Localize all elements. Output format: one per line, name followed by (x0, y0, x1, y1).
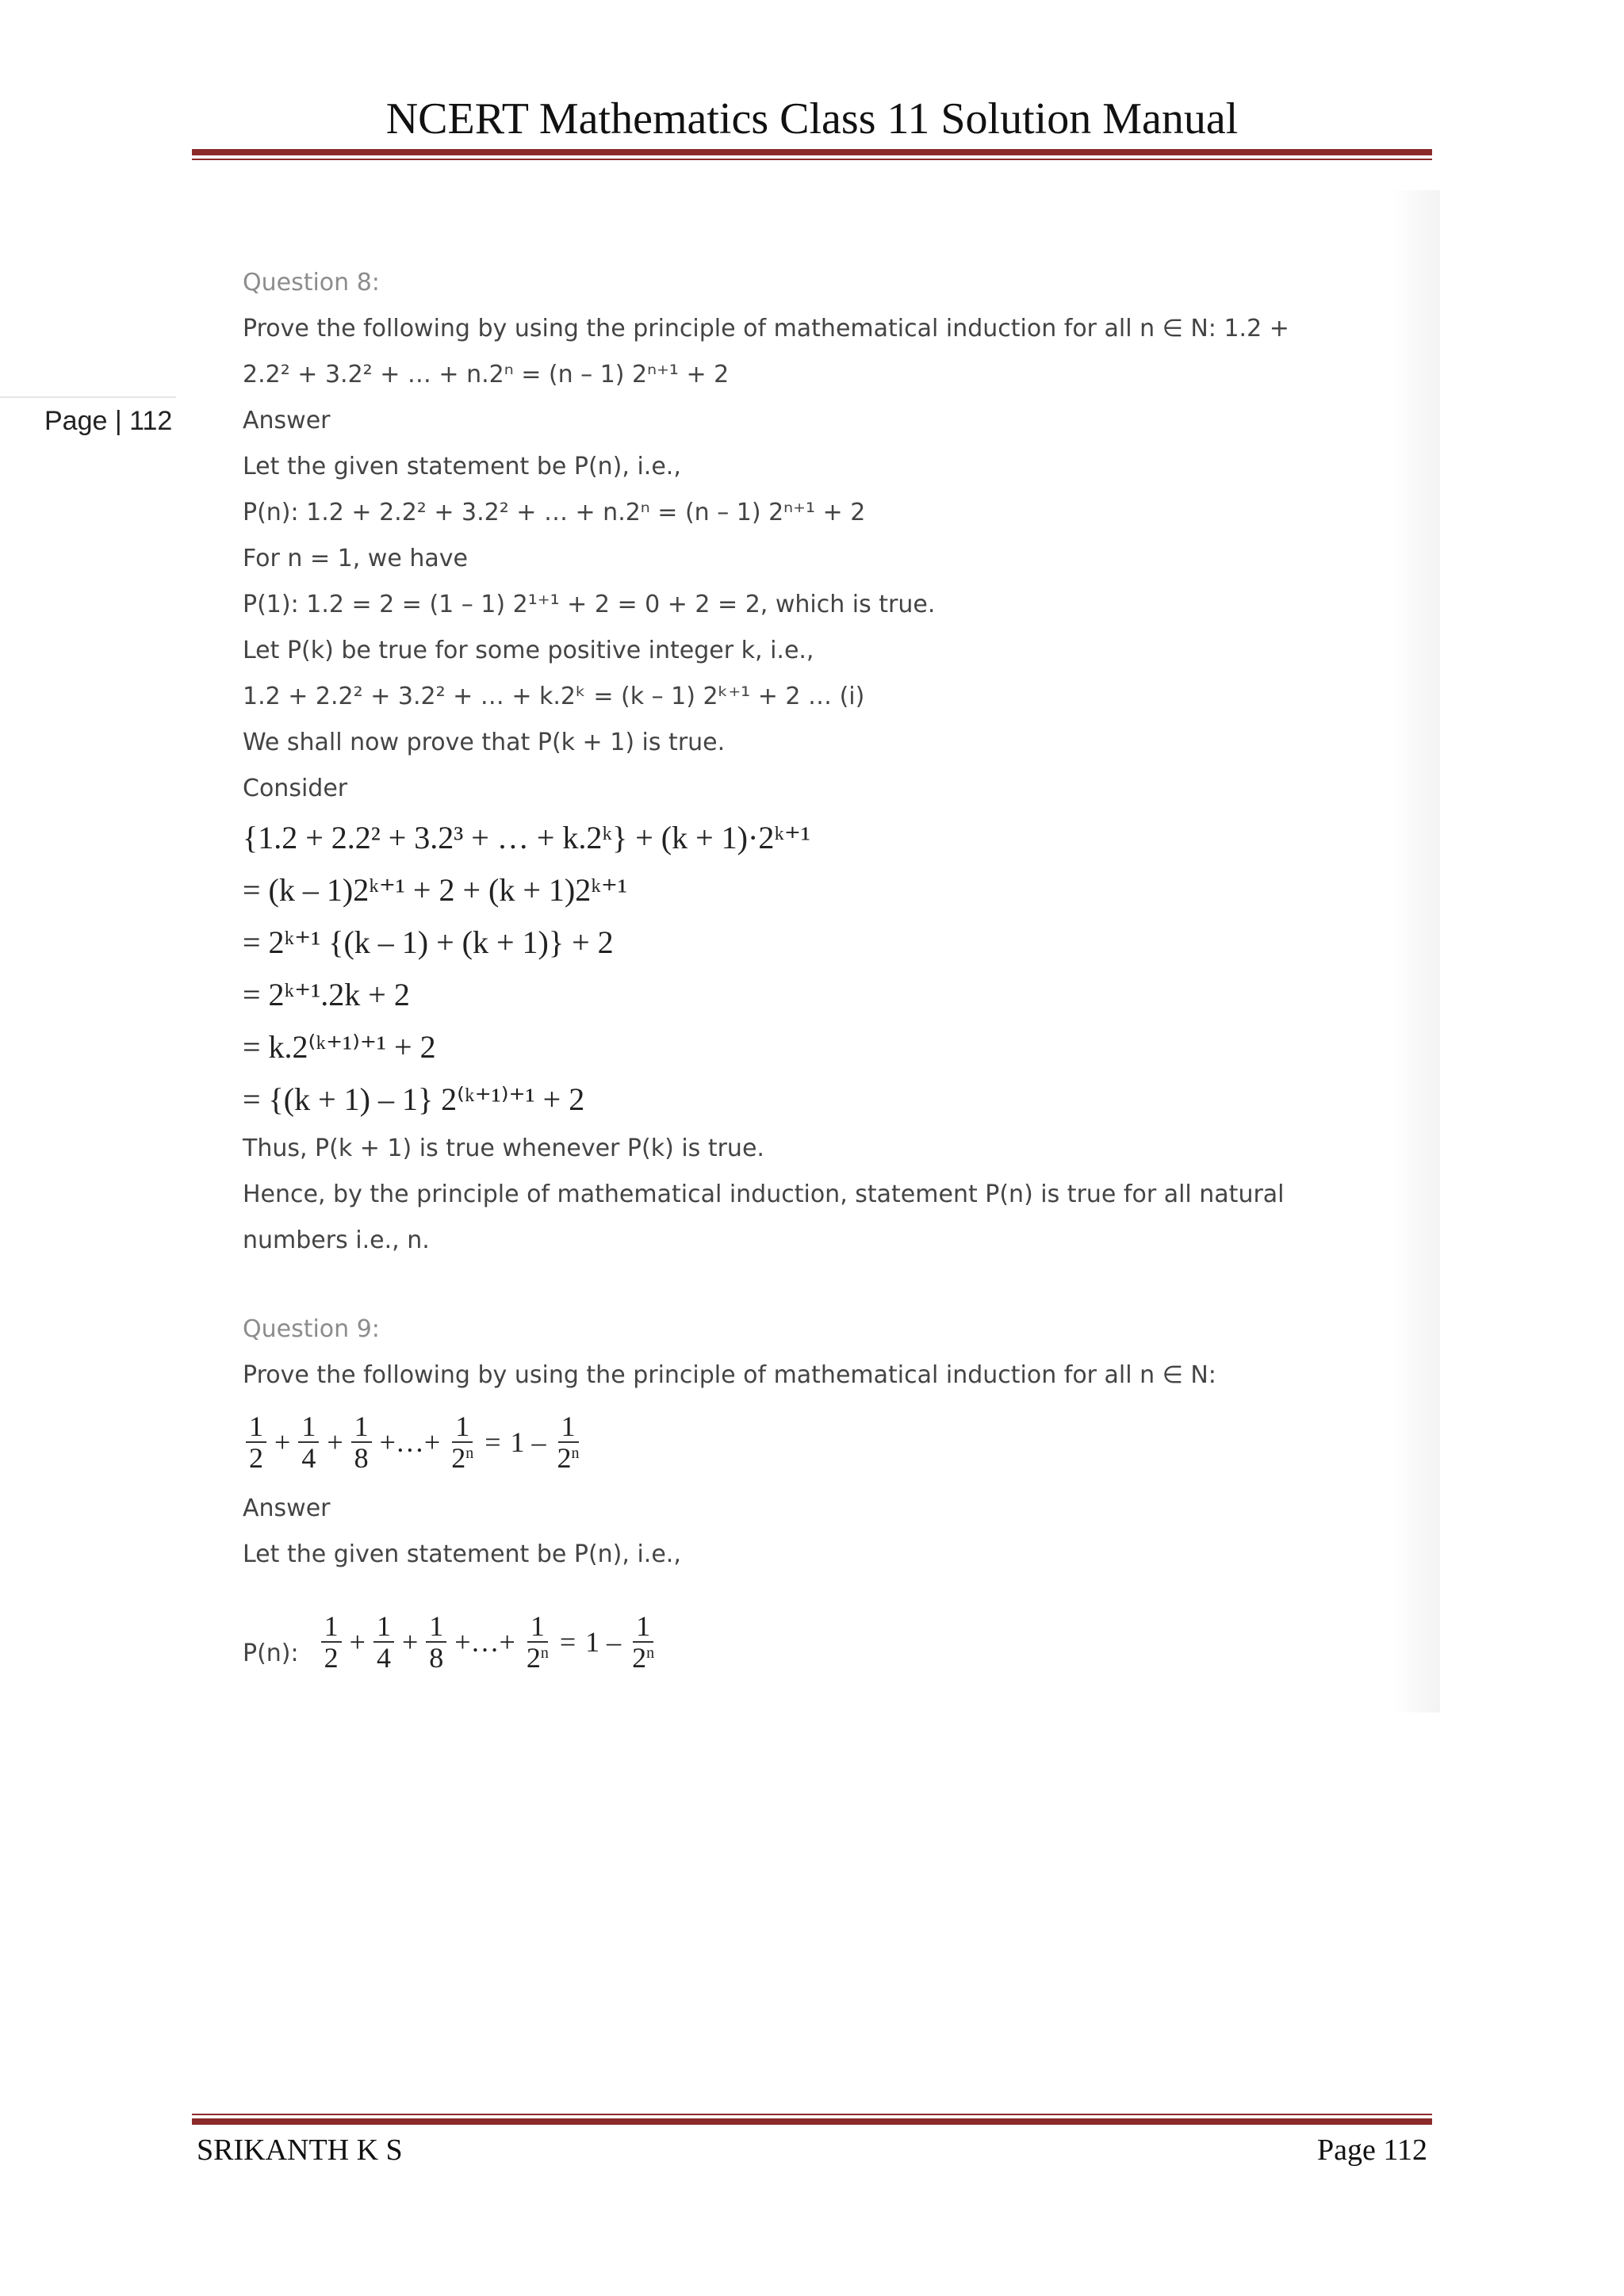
proof-line: For n = 1, we have (243, 545, 468, 572)
conclusion-line: numbers i.e., n. (243, 1226, 430, 1254)
solution-content (243, 260, 1369, 1673)
answer-label: Answer (243, 407, 331, 434)
margin-page-label: Page | 112 (44, 406, 173, 436)
math-step: = (k – 1)2ᵏ⁺¹ + 2 + (k + 1)2ᵏ⁺¹ (243, 872, 627, 908)
proof-line: P(1): 1.2 = 2 = (1 – 1) 2¹⁺¹ + 2 = 0 + 2 = 2, which is true. (243, 591, 936, 618)
math-step: = {(k + 1) – 1} 2⁽ᵏ⁺¹⁾⁺¹ + 2 (243, 1081, 585, 1117)
question-8-statement: Prove the following by using the principle of mathematical induction for all n ∈ N: 1.2 + (243, 315, 1289, 342)
proof-line: Let the given statement be P(n), i.e., (243, 453, 681, 480)
math-step: = k.2⁽ᵏ⁺¹⁾⁺¹ + 2 (243, 1029, 436, 1065)
header-rule (192, 149, 1432, 160)
footer-page-number: Page 112 (1317, 2133, 1427, 2167)
question-9-pn-equation: P(n): $\frac{1}{2}$ + $\frac{1}{4}$ + $\frac{1}{8}$ +…+ $\frac{1}{2^n}$ = 1 – $\frac{1}{2^n}$ (243, 1610, 655, 1674)
margin-divider (0, 396, 176, 398)
footer-author: SRIKANTH K S (197, 2133, 403, 2167)
answer-label: Answer (243, 1494, 331, 1522)
question-9-statement: Prove the following by using the principle of mathematical induction for all n ∈ N: (243, 1361, 1216, 1389)
question-8-heading: Question 8: (243, 269, 380, 297)
header-title: NCERT Mathematics Class 11 Solution Manual (385, 94, 1239, 144)
question-9-heading: Question 9: (243, 1315, 380, 1343)
footer-rule (192, 2114, 1432, 2125)
proof-line: Let P(k) be true for some positive integer k, i.e., (243, 637, 814, 664)
proof-line: Let the given statement be P(n), i.e., (243, 1540, 681, 1568)
question-8-statement-cont: 2.2² + 3.2² + … + n.2ⁿ = (n – 1) 2ⁿ⁺¹ + 2 (243, 361, 730, 388)
proof-line: We shall now prove that P(k + 1) is true. (243, 729, 726, 756)
conclusion-line: Thus, P(k + 1) is true whenever P(k) is true. (243, 1135, 764, 1162)
proof-line: Consider (243, 775, 348, 802)
conclusion-line: Hence, by the principle of mathematical induction, statement P(n) is true for all natural (243, 1181, 1285, 1208)
pn-label: P(n): (243, 1640, 299, 1667)
math-step: {1.2 + 2.2² + 3.2³ + … + k.2ᵏ} + (k + 1)·2ᵏ⁺¹ (243, 820, 811, 855)
question-9-series-equation: $\frac{1}{2}$ + $\frac{1}{4}$ + $\frac{1}{8}$ +…+ $\frac{1}{2^n}$ = 1 – $\frac{1}{2^n}$ (243, 1399, 1369, 1486)
math-step: = 2ᵏ⁺¹ {(k – 1) + (k + 1)} + 2 (243, 924, 614, 960)
proof-line: 1.2 + 2.2² + 3.2² + … + k.2ᵏ = (k – 1) 2ᵏ⁺¹ + 2 … (i) (243, 683, 865, 710)
proof-line: P(n): 1.2 + 2.2² + 3.2² + … + n.2ⁿ = (n – 1) 2ⁿ⁺¹ + 2 (243, 499, 866, 526)
math-step: = 2ᵏ⁺¹.2k + 2 (243, 977, 410, 1012)
